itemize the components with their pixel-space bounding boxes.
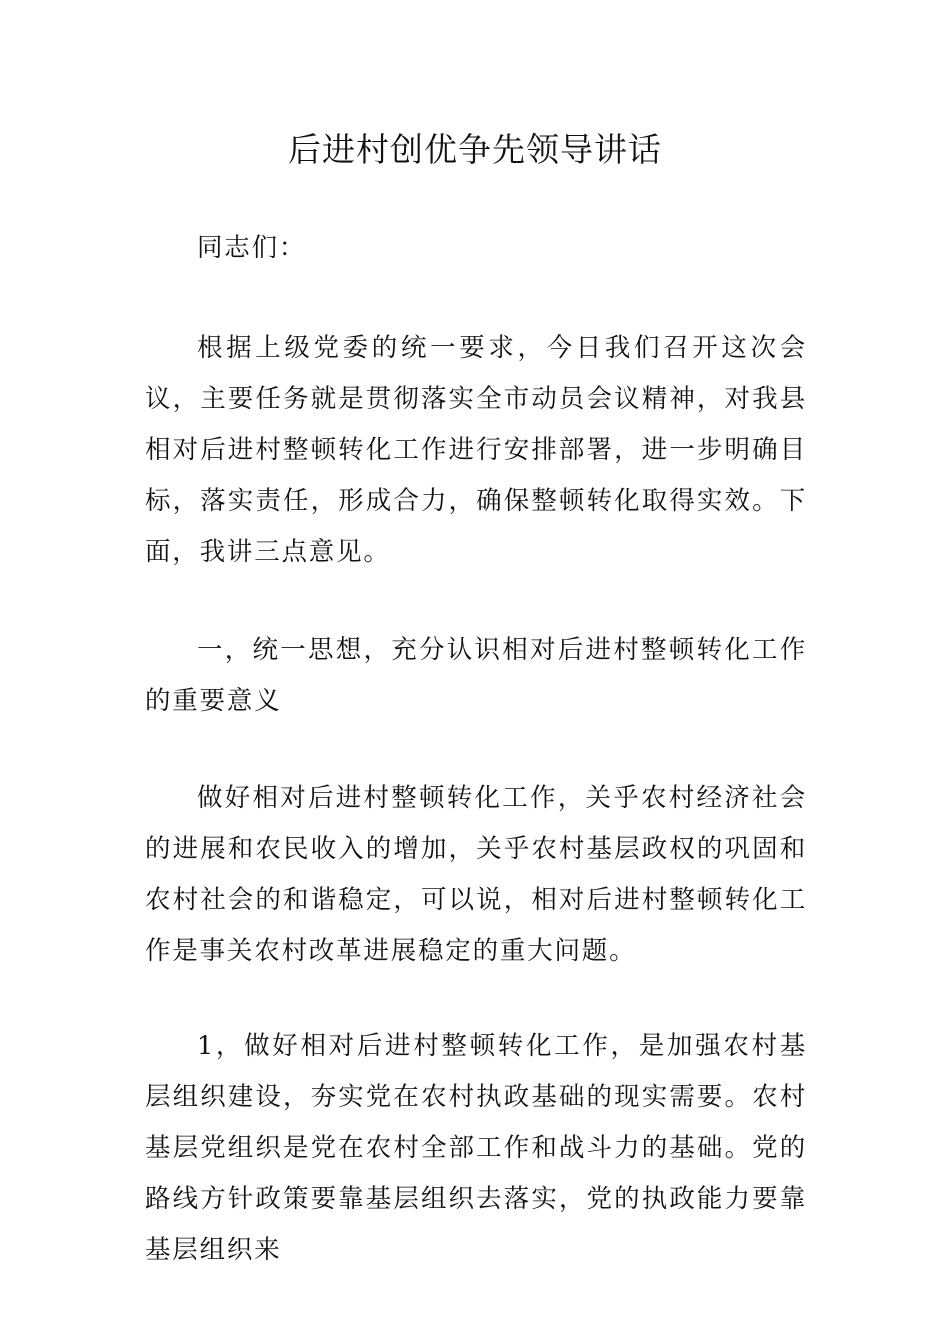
salutation-paragraph: 同志们： <box>197 233 307 263</box>
intro-paragraph: 根据上级党委的统一要求，今日我们召开这次会议，主要任务就是贯彻落实全市动员会议精神，对我县相对后进村整顿转化工作进行安排部署，进一步明确目标，落实责任，形成合力，确保整顿转化取得实效。下面，我讲三点意见。 <box>145 333 807 567</box>
body-paragraph: 做好相对后进村整顿转化工作，关乎农村经济社会的进展和农民收入的增加，关乎农村基层政权的巩固和农村社会的和谐稳定，可以说，相对后进村整顿转化工作是事关农村改革进展稳定的重大问题。 <box>145 783 807 966</box>
section-one-heading: 一，统一思想，充分认识相对后进村整顿转化工作的重要意义 <box>145 635 807 716</box>
document-title: 后进村创优争先领导讲话 <box>288 130 662 169</box>
point-one-paragraph: 1，做好相对后进村整顿转化工作，是加强农村基层组织建设，夯实党在农村执政基础的现实需要。农村基层党组织是党在农村全部工作和战斗力的基础。党的路线方针政策要靠基层组织去落实，党的执政能力要靠基层组织来 <box>145 1031 807 1265</box>
